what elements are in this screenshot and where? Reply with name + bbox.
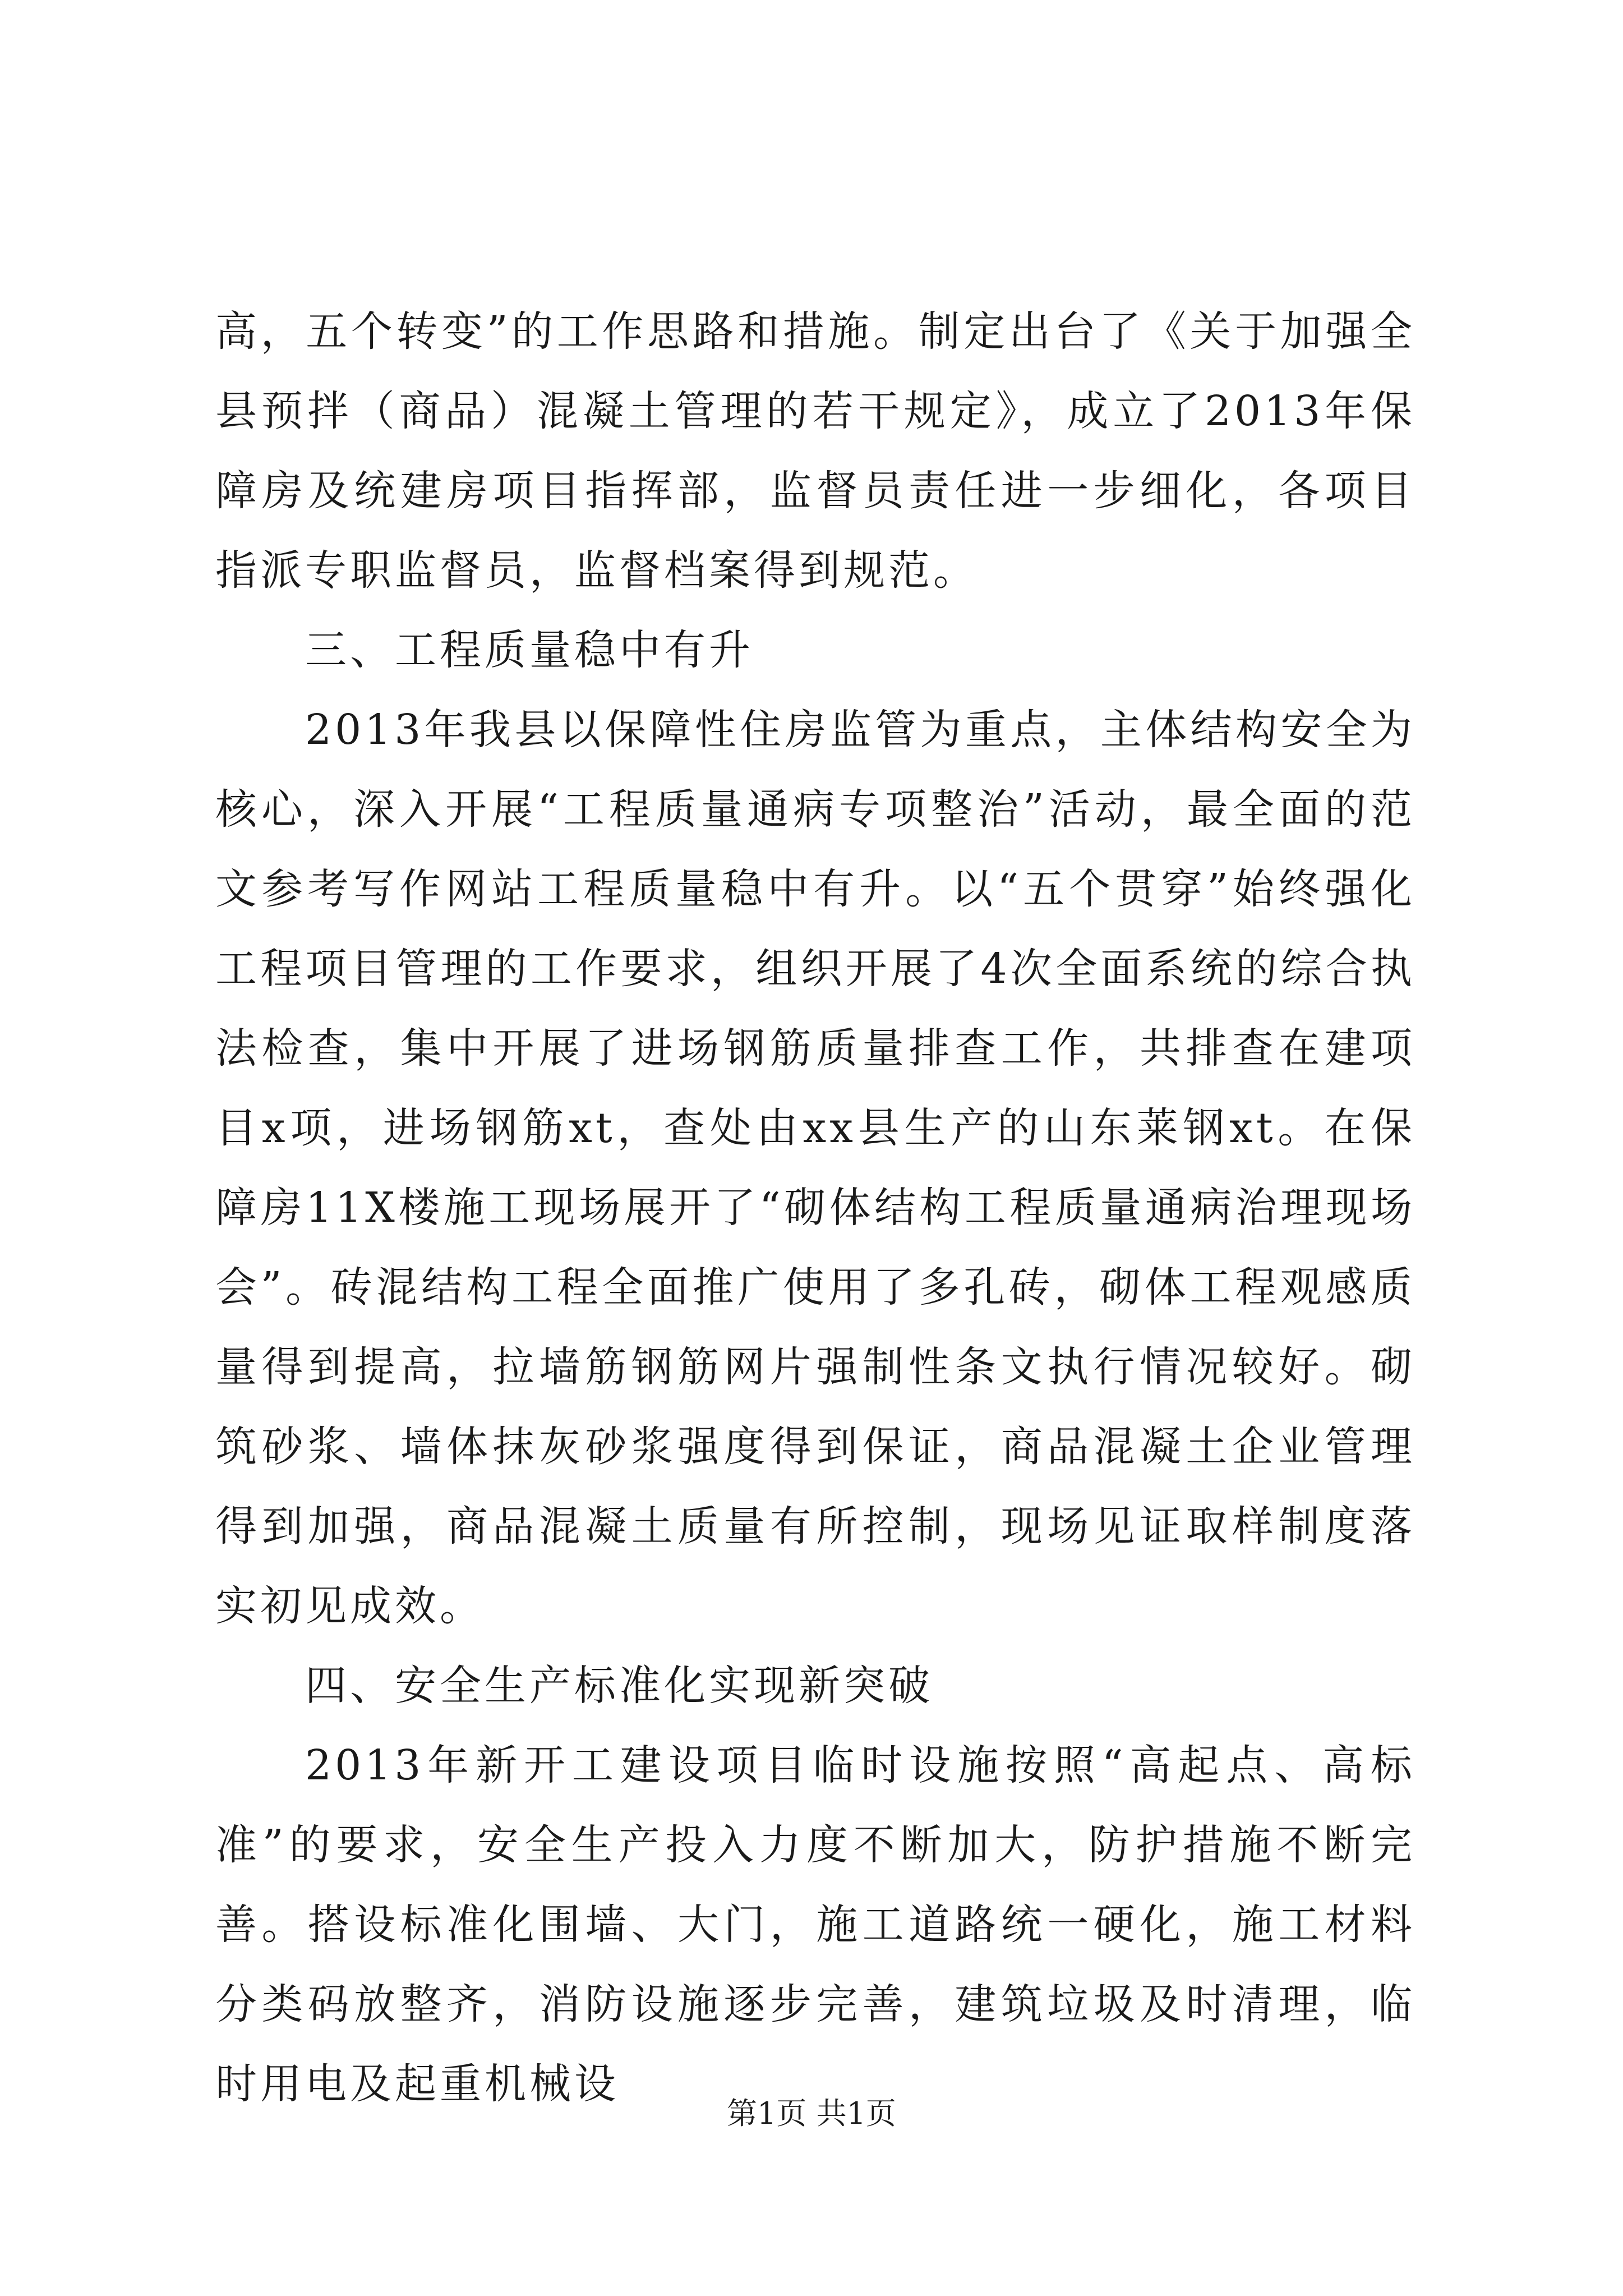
paragraph-continuation: 高，五个转变”的工作思路和措施。制定出台了《关于加强全县预拌（商品）混凝土管理的若干规定》，成立了2013年保障房及统建房项目指挥部，监督员责任进一步细化，各项目指派专职监督员，监督档案得到规范。 xyxy=(215,307,1415,595)
page-footer: 第1页 共1页 xyxy=(727,2096,896,2131)
document-body xyxy=(215,292,1415,2124)
paragraph-safety: 2013年新开工建设项目临时设施按照“高起点、高标准”的要求，安全生产投入力度不断加大，防护措施不断完善。搭设标准化围墙、大门，施工道路统一硬化，施工材料分类码放整齐，消防设施逐步完善，建筑垃圾及时清理，临时用电及起重机械设 xyxy=(215,1741,1415,2108)
section-heading-4: 四、安全生产标准化实现新突破 xyxy=(305,1662,933,1710)
section-heading-3: 三、工程质量稳中有升 xyxy=(305,626,754,674)
paragraph-quality: 2013年我县以保障性住房监管为重点，主体结构安全为核心，深入开展“工程质量通病专项整治”活动，最全面的范文参考写作网站工程质量稳中有升。以“五个贯穿”始终强化工程项目管理的工作要求，组织开展了4次全面系统的综合执法检查，集中开展了进场钢筋质量排查工作，共排查在建项目x项，进场钢筋xt，查处由xx县生产的山东莱钢xt。在保障房11X楼施工现场展开了“砌体结构工程质量通病治理现场会”。砖混结构工程全面推广使用了多孔砖，砌体工程观感质量得到提高，拉墙筋钢筋网片强制性条文执行情况较好。砌筑砂浆、墙体抹灰砂浆强度得到保证，商品混凝土企业管理得到加强，商品混凝土质量有所控制，现场见证取样制度落实初见成效。 xyxy=(215,706,1415,1630)
